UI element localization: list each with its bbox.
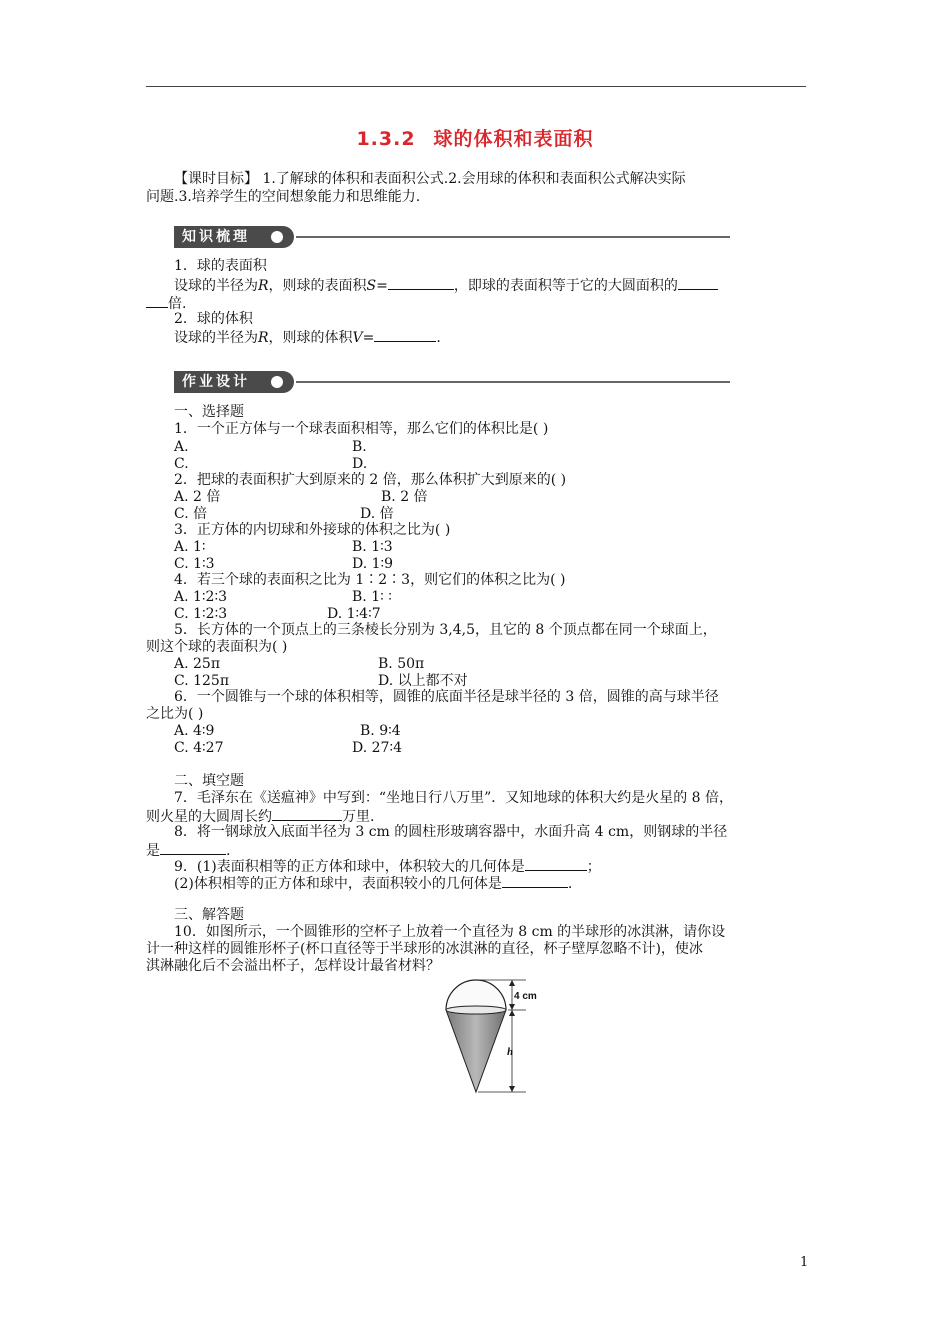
q2-option-b[interactable]: B. 2 倍 [381, 489, 428, 505]
q4-option-b[interactable]: B. 1∶ ∶ [352, 589, 392, 605]
knowledge-item1-cont: 倍. [146, 294, 186, 313]
q1-option-d[interactable]: D. [352, 456, 368, 472]
answer-blank[interactable] [146, 294, 168, 308]
question-3: 3．正方体的内切球和外接球的体积之比为( ) [174, 522, 451, 538]
part3-heading: 三、解答题 [174, 907, 244, 923]
arrow-down-icon [509, 1004, 515, 1010]
question-8-line2: 是 . [146, 843, 231, 859]
q5-option-c[interactable]: C. 125π [174, 673, 230, 689]
q5-option-b[interactable]: B. 50π [378, 656, 425, 672]
ice-cream-cone-figure [436, 970, 546, 1100]
homework-banner [174, 371, 734, 393]
question-6-line2: 之比为( ) [146, 706, 204, 722]
knowledge-banner-label: 知识梳理 [174, 226, 294, 248]
q5-option-a[interactable]: A. 25π [174, 656, 221, 672]
question-5-line2: 则这个球的表面积为( ) [146, 639, 288, 655]
q6-option-c[interactable]: C. 4∶27 [174, 740, 224, 756]
question-2: 2．把球的表面积扩大到原来的 2 倍，那么体积扩大到原来的( ) [174, 472, 567, 488]
cone-shape [446, 1010, 506, 1092]
q3-option-a[interactable]: A. 1∶ [174, 539, 206, 555]
q4-option-d[interactable]: D. 1∶4∶7 [327, 606, 381, 622]
banner-line [296, 236, 730, 238]
q6-option-b[interactable]: B. 9∶4 [360, 723, 401, 739]
label-4cm: 4 cm [514, 991, 537, 1002]
question-9-line2: (2)体积相等的正方体和球中，表面积较小的几何体是 . [174, 876, 573, 892]
part1-heading: 一、选择题 [174, 404, 244, 420]
q4-option-c[interactable]: C. 1∶2∶3 [174, 606, 228, 622]
knowledge-item2-text: 设球的半径为R，则球的体积V= . [174, 330, 441, 346]
question-7-line2: 则火星的大圆周长约 万里. [146, 809, 375, 825]
title-number: 1.3.2 [356, 128, 416, 150]
question-10-line3: 淇淋融化后不会溢出杯子，怎样设计最省材料？ [146, 958, 440, 974]
q3-option-d[interactable]: D. 1∶9 [352, 556, 394, 572]
answer-blank[interactable] [160, 841, 226, 855]
answer-blank[interactable] [374, 328, 436, 342]
answer-blank[interactable] [678, 276, 718, 290]
q1-option-c[interactable]: C. [174, 456, 189, 472]
title-text: 球的体积和表面积 [433, 128, 594, 150]
question-8-line1: 8．将一钢球放入底面半径为 3 cm 的圆柱形玻璃容器中，水面升高 4 cm，则钢球的半径 [174, 824, 728, 840]
answer-blank[interactable] [388, 276, 454, 290]
header-rule [146, 86, 806, 87]
q6-option-d[interactable]: D. 27∶4 [352, 740, 402, 756]
q2-option-d[interactable]: D. 倍 [360, 506, 394, 522]
q1-option-a[interactable]: A. [174, 439, 189, 455]
question-9-line1: 9．(1)表面积相等的正方体和球中，体积较大的几何体是 ； [174, 859, 601, 875]
knowledge-item1-text: 设球的半径为R，则球的表面积S= ，即球的表面积等于它的大圆面积的 [174, 276, 718, 295]
page-number: 1 [800, 1255, 809, 1270]
q1-option-b[interactable]: B. [352, 439, 367, 455]
q5-option-d[interactable]: D. 以上都不对 [378, 673, 468, 689]
banner-dot-icon [271, 231, 283, 243]
question-7-line1: 7．毛泽东在《送瘟神》中写到：“坐地日行八万里”．又知地球的体积大约是火星的 8 倍， [174, 790, 734, 806]
knowledge-item1-title: 1．球的表面积 [174, 258, 267, 274]
banner-dot-icon [271, 376, 283, 388]
question-4: 4．若三个球的表面积之比为 1∶2∶3，则它们的体积之比为( ) [174, 572, 566, 588]
q2-option-c[interactable]: C. 倍 [174, 506, 208, 522]
answer-blank[interactable] [525, 857, 587, 871]
question-6-line1: 6．一个圆锥与一个球的体积相等，圆锥的底面半径是球半径的 3 倍，圆锥的高与球半径 [174, 689, 719, 705]
part2-heading: 二、填空题 [174, 773, 244, 789]
q6-option-a[interactable]: A. 4∶9 [174, 723, 215, 739]
arrow-up-icon [509, 1010, 515, 1016]
rim-ellipse [446, 1006, 506, 1014]
question-5-line1: 5．长方体的一个顶点上的三条棱长分别为 3,4,5，且它的 8 个顶点都在同一个球面上， [174, 622, 717, 638]
q3-option-c[interactable]: C. 1∶3 [174, 556, 215, 572]
knowledge-item2-title: 2．球的体积 [174, 311, 253, 327]
knowledge-banner [174, 226, 734, 248]
answer-blank[interactable] [502, 874, 568, 888]
page-title [0, 124, 950, 151]
q2-option-a[interactable]: A. 2 倍 [174, 489, 221, 505]
answer-blank[interactable] [272, 807, 342, 821]
objectives-line2: 问题.3.培养学生的空间想象能力和思维能力. [146, 189, 421, 205]
q4-option-a[interactable]: A. 1∶2∶3 [174, 589, 228, 605]
question-1: 1．一个正方体与一个球表面积相等，那么它们的体积比是( ) [174, 421, 549, 437]
homework-banner-label: 作业设计 [174, 371, 294, 393]
objectives-label: 【课时目标】 [174, 171, 258, 187]
question-10-line2: 计一种这样的圆锥形杯子(杯口直径等于半球形的冰淇淋的直径，杯子壁厚忽略不计)，使冰 [146, 941, 703, 957]
objectives-line1: 【课时目标】 1.了解球的体积和表面积公式.2.会用球的体积和表面积公式解决实际 [174, 171, 686, 187]
q3-option-b[interactable]: B. 1∶3 [352, 539, 393, 555]
arrow-up-icon [509, 980, 515, 986]
question-10-line1: 10．如图所示，一个圆锥形的空杯子上放着一个直径为 8 cm 的半球形的冰淇淋，请你设 [174, 924, 726, 940]
label-h: h [507, 1046, 514, 1058]
banner-line [296, 381, 730, 383]
arrow-down-icon [509, 1086, 515, 1092]
